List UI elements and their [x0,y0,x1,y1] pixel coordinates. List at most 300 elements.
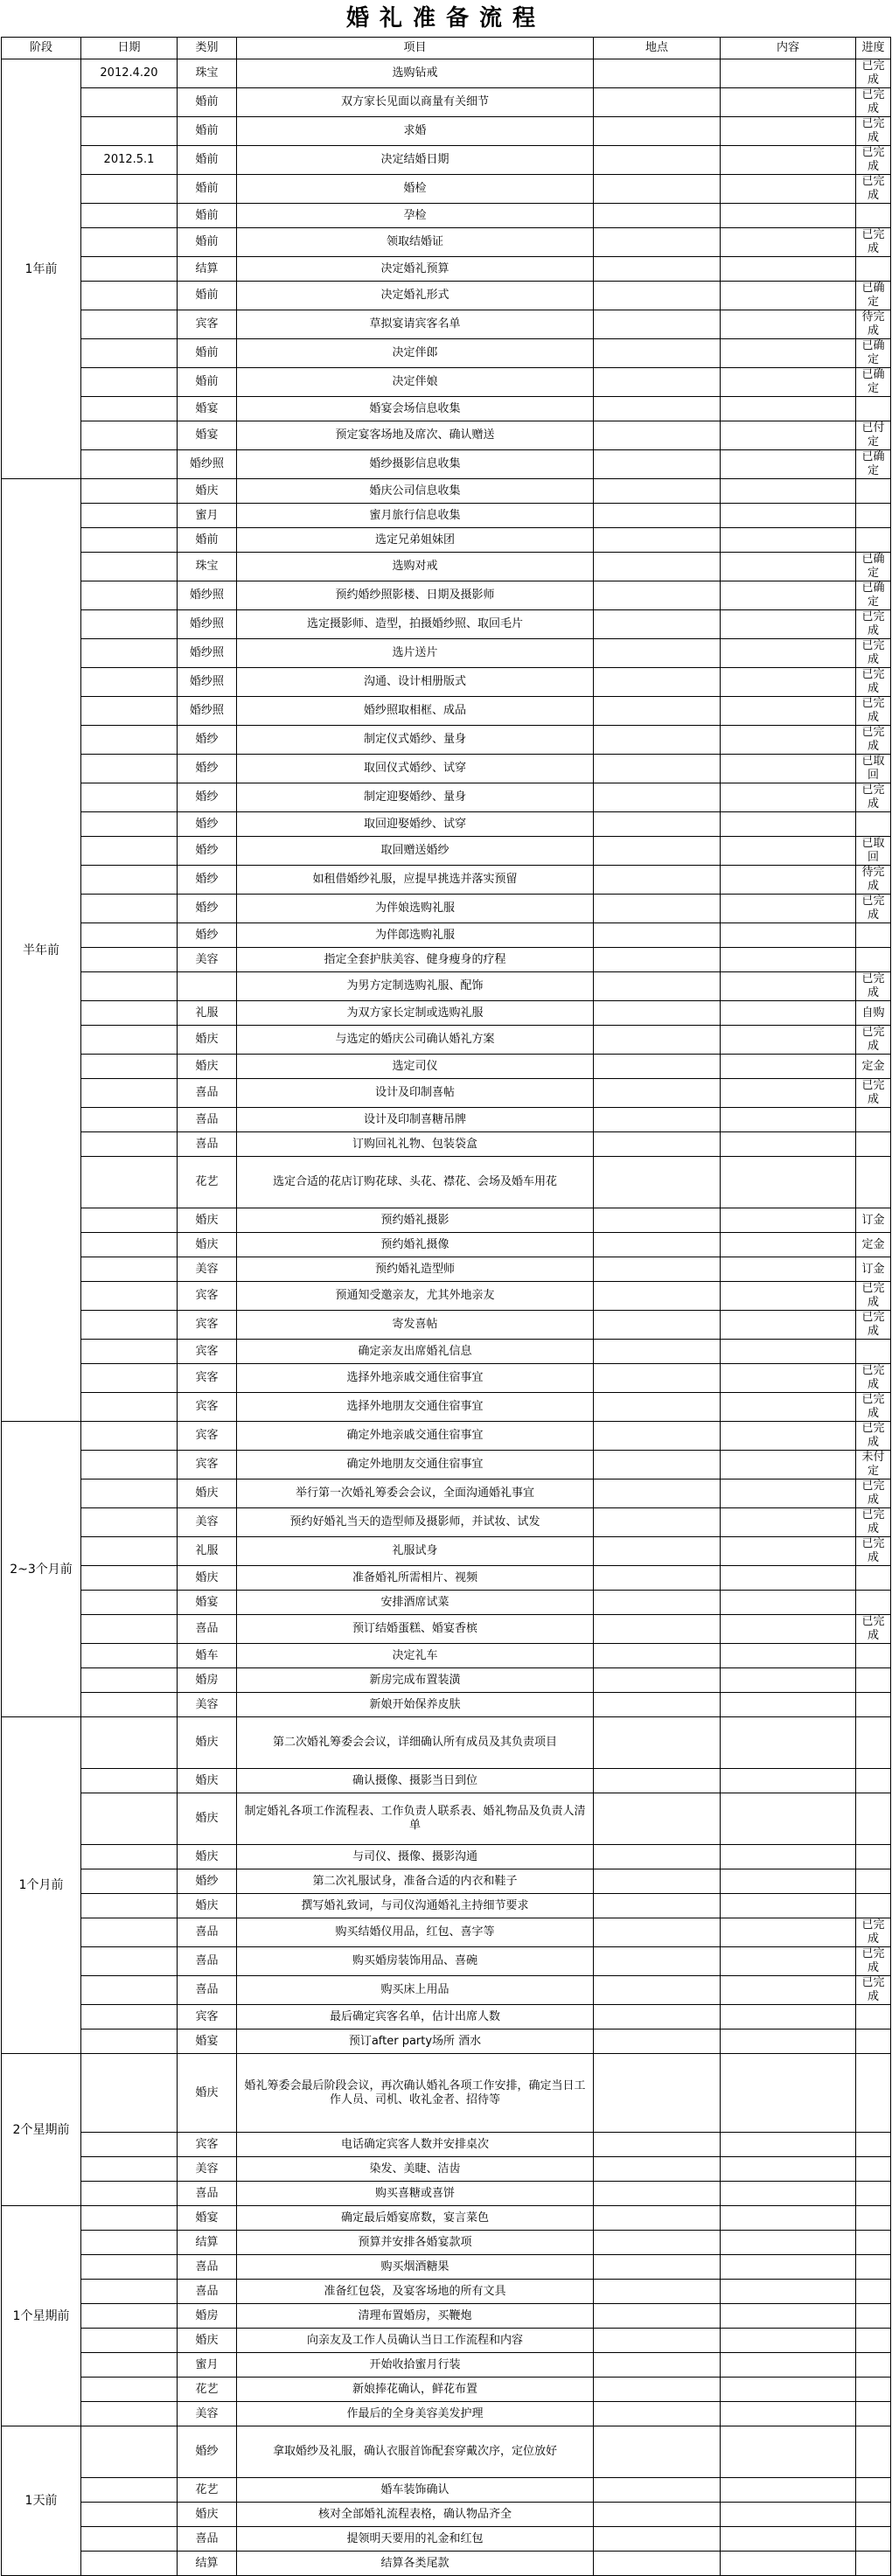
category-cell: 婚纱 [178,2426,237,2478]
item-cell: 新娘开始保养皮肤 [237,1693,594,1717]
content-cell [721,1079,856,1108]
location-cell [594,1717,721,1769]
content-cell [721,1451,856,1479]
location-cell [594,668,721,697]
category-cell: 宾客 [178,1311,237,1340]
category-cell: 喜品 [178,1947,237,1976]
item-cell: 预约好婚礼当天的造型师及摄影师，并试妆、试发 [237,1508,594,1537]
content-cell [721,117,856,146]
table-row [2,368,891,397]
location-cell [594,228,721,257]
progress-cell [856,504,891,528]
date-cell [81,2353,178,2378]
table-row [2,948,891,972]
location-cell [594,1282,721,1311]
category-cell: 婚庆 [178,1845,237,1869]
location-cell [594,1340,721,1364]
date-cell [81,175,178,204]
content-cell [721,450,856,479]
location-cell [594,282,721,310]
date-cell [81,1537,178,1566]
content-cell [721,228,856,257]
table-row [2,397,891,421]
category-cell: 婚庆 [178,1233,237,1257]
progress-cell: 已完成 [856,895,891,923]
date-cell [81,1615,178,1644]
table-row [2,2329,891,2353]
content-cell [721,755,856,783]
category-cell: 喜品 [178,2527,237,2552]
content-cell [721,581,856,610]
stage-cell: 1天前 [2,2426,81,2576]
table-row [2,1693,891,1717]
category-cell: 蜜月 [178,504,237,528]
item-cell: 预定宴客场地及席次、确认赠送 [237,421,594,450]
date-cell [81,972,178,1001]
table-row [2,1026,891,1055]
item-cell: 孕检 [237,204,594,228]
progress-cell: 已完成 [856,726,891,755]
content-cell [721,2206,856,2231]
progress-cell: 已取回 [856,837,891,866]
location-cell [594,1108,721,1132]
location-cell [594,1793,721,1845]
date-cell [81,1508,178,1537]
location-cell [594,2503,721,2527]
content-cell [721,282,856,310]
item-cell: 婚庆公司信息收集 [237,479,594,504]
progress-cell: 已确定 [856,553,891,581]
item-cell: 第二次婚礼筹委会会议，详细确认所有成员及其负责项目 [237,1717,594,1769]
location-cell [594,368,721,397]
content-cell [721,2255,856,2280]
content-cell [721,812,856,837]
category-cell: 婚庆 [178,2503,237,2527]
progress-cell [856,1644,891,1668]
table-row [2,1976,891,2005]
item-cell: 购买婚房装饰用品、喜碗 [237,1947,594,1976]
table-row [2,2426,891,2478]
table-row [2,450,891,479]
progress-cell: 已完成 [856,610,891,639]
location-cell [594,923,721,948]
item-cell: 领取结婚证 [237,228,594,257]
item-cell: 决定伴郎 [237,339,594,368]
item-cell: 婚检 [237,175,594,204]
item-cell: 预约婚礼摄像 [237,1233,594,1257]
header-content: 内容 [721,38,856,59]
location-cell [594,1508,721,1537]
location-cell [594,1644,721,1668]
content-cell [721,1918,856,1947]
category-cell: 婚庆 [178,1026,237,1055]
table-row [2,2157,891,2182]
location-cell [594,421,721,450]
table-row [2,1157,891,1208]
item-cell: 购买结婚仪用品，红包、喜字等 [237,1918,594,1947]
table-row [2,282,891,310]
content-cell [721,1717,856,1769]
date-cell [81,1869,178,1894]
location-cell [594,1845,721,1869]
progress-cell: 已付定 [856,421,891,450]
content-cell [721,528,856,553]
progress-cell: 已完成 [856,117,891,146]
progress-cell [856,948,891,972]
table-row [2,1918,891,1947]
date-cell [81,895,178,923]
content-cell [721,2280,856,2304]
category-cell: 婚纱照 [178,450,237,479]
progress-cell: 已完成 [856,1615,891,1644]
date-cell [81,368,178,397]
content-cell [721,2304,856,2329]
category-cell: 宾客 [178,1282,237,1311]
content-cell [721,257,856,282]
progress-cell [856,1894,891,1918]
progress-cell: 已取回 [856,755,891,783]
item-cell: 为伴娘选购礼服 [237,895,594,923]
date-cell [81,2182,178,2206]
location-cell [594,1257,721,1282]
location-cell [594,2206,721,2231]
progress-cell [856,1132,891,1157]
item-cell: 确定外地亲戚交通住宿事宜 [237,1422,594,1451]
location-cell [594,1026,721,1055]
date-cell [81,257,178,282]
table-row [2,1644,891,1668]
progress-cell [856,2255,891,2280]
content-cell [721,1233,856,1257]
progress-cell: 已完成 [856,1508,891,1537]
category-cell: 婚纱 [178,923,237,948]
date-cell [81,1340,178,1364]
item-cell: 与选定的婚庆公司确认婚礼方案 [237,1026,594,1055]
progress-cell: 已完成 [856,146,891,175]
table-row [2,1393,891,1422]
location-cell [594,1055,721,1079]
date-cell [81,2029,178,2054]
table-row [2,421,891,450]
table-row [2,2527,891,2552]
content-cell [721,1693,856,1717]
date-cell [81,948,178,972]
location-cell [594,1976,721,2005]
item-cell: 选择外地亲戚交通住宿事宜 [237,1364,594,1393]
category-cell: 婚纱照 [178,697,237,726]
location-cell [594,175,721,204]
progress-cell [856,1157,891,1208]
table-row [2,1537,891,1566]
progress-cell: 已完成 [856,1393,891,1422]
location-cell [594,146,721,175]
content-cell [721,1508,856,1537]
content-cell [721,837,856,866]
category-cell: 美容 [178,2402,237,2426]
location-cell [594,2329,721,2353]
category-cell: 婚纱 [178,755,237,783]
progress-cell [856,1869,891,1894]
category-cell: 婚庆 [178,1566,237,1591]
item-cell: 第二次礼服试身，准备合适的内衣和鞋子 [237,1869,594,1894]
content-cell [721,1157,856,1208]
date-cell [81,2206,178,2231]
date-cell [81,88,178,117]
category-cell: 婚纱 [178,895,237,923]
location-cell [594,755,721,783]
content-cell [721,504,856,528]
table-row [2,697,891,726]
content-cell [721,2054,856,2133]
item-cell: 取回赠送婚纱 [237,837,594,866]
date-cell [81,1108,178,1132]
category-cell: 婚宴 [178,2029,237,2054]
progress-cell [856,204,891,228]
category-cell: 婚房 [178,2304,237,2329]
content-cell [721,146,856,175]
date-cell [81,1976,178,2005]
item-cell: 染发、美睫、洁齿 [237,2157,594,2182]
item-cell: 设计及印制喜糖吊牌 [237,1108,594,1132]
date-cell [81,2304,178,2329]
date-cell [81,2478,178,2503]
category-cell: 美容 [178,1257,237,1282]
progress-cell: 已完成 [856,783,891,812]
location-cell [594,948,721,972]
table-row [2,2378,891,2402]
progress-cell [856,2206,891,2231]
category-cell: 蜜月 [178,2353,237,2378]
location-cell [594,1001,721,1026]
date-cell [81,837,178,866]
content-cell [721,553,856,581]
date-cell [81,812,178,837]
date-cell [81,1132,178,1157]
item-cell: 选择外地朋友交通住宿事宜 [237,1393,594,1422]
location-cell [594,1615,721,1644]
progress-cell: 已完成 [856,668,891,697]
category-cell: 花艺 [178,1157,237,1208]
item-cell: 新房完成布置装潢 [237,1668,594,1693]
progress-cell [856,812,891,837]
date-cell [81,282,178,310]
table-row [2,1364,891,1393]
table-row [2,146,891,175]
category-cell: 婚宴 [178,1591,237,1615]
table-row [2,1108,891,1132]
progress-cell [856,2552,891,2576]
location-cell [594,310,721,339]
location-cell [594,2182,721,2206]
category-cell: 宾客 [178,2005,237,2029]
progress-cell: 已完成 [856,1364,891,1393]
progress-cell: 已完成 [856,1947,891,1976]
date-cell [81,2054,178,2133]
date-cell [81,783,178,812]
progress-cell [856,2231,891,2255]
location-cell [594,1566,721,1591]
content-cell [721,1108,856,1132]
content-cell [721,1566,856,1591]
progress-cell [856,2304,891,2329]
progress-cell [856,479,891,504]
date-cell [81,2402,178,2426]
location-cell [594,2426,721,2478]
location-cell [594,1769,721,1793]
stage-cell: 2~3个月前 [2,1422,81,1717]
progress-cell: 已确定 [856,282,891,310]
content-cell [721,895,856,923]
header-stage: 阶段 [2,38,81,59]
date-cell [81,1451,178,1479]
date-cell [81,2552,178,2576]
content-cell [721,1947,856,1976]
content-cell [721,2231,856,2255]
category-cell: 婚前 [178,204,237,228]
location-cell [594,2280,721,2304]
content-cell [721,1644,856,1668]
category-cell: 喜品 [178,2255,237,2280]
progress-cell [856,1108,891,1132]
item-cell: 寄发喜帖 [237,1311,594,1340]
category-cell: 婚庆 [178,1894,237,1918]
location-cell [594,59,721,88]
category-cell: 宾客 [178,1364,237,1393]
content-cell [721,1340,856,1364]
content-cell [721,1001,856,1026]
progress-cell: 已完成 [856,228,891,257]
header-progress: 进度 [856,38,891,59]
table-row [2,610,891,639]
item-cell: 确定亲友出席婚礼信息 [237,1340,594,1364]
progress-cell [856,1769,891,1793]
table-row [2,2255,891,2280]
content-cell [721,1026,856,1055]
progress-cell [856,2478,891,2503]
progress-cell: 已完成 [856,175,891,204]
table-body [2,59,891,2576]
category-cell: 婚前 [178,339,237,368]
table-row [2,1615,891,1644]
content-cell [721,479,856,504]
progress-cell: 已完成 [856,1479,891,1508]
location-cell [594,479,721,504]
category-cell: 婚纱照 [178,610,237,639]
location-cell [594,2527,721,2552]
item-cell: 预算并安排各婚宴款项 [237,2231,594,2255]
item-cell: 指定全套护肤美容、健身瘦身的疗程 [237,948,594,972]
progress-cell [856,1793,891,1845]
table-row [2,1257,891,1282]
table-row [2,1717,891,1769]
item-cell: 为男方定制选购礼服、配饰 [237,972,594,1001]
table-row [2,837,891,866]
table-row [2,479,891,504]
progress-cell [856,1340,891,1364]
location-cell [594,2054,721,2133]
location-cell [594,528,721,553]
date-cell [81,1233,178,1257]
item-cell: 婚纱摄影信息收集 [237,450,594,479]
date-cell [81,2157,178,2182]
table-row [2,2552,891,2576]
table-row [2,668,891,697]
category-cell [178,972,237,1001]
item-cell: 与司仪、摄像、摄影沟通 [237,1845,594,1869]
item-cell: 最后确定宾客名单，估计出席人数 [237,2005,594,2029]
table-row [2,812,891,837]
date-cell: 2012.4.20 [81,59,178,88]
location-cell [594,972,721,1001]
location-cell [594,2552,721,2576]
content-cell [721,310,856,339]
table-row [2,528,891,553]
progress-cell: 已完成 [856,1976,891,2005]
category-cell: 礼服 [178,1537,237,1566]
progress-cell [856,2527,891,2552]
progress-cell: 未付定 [856,1451,891,1479]
progress-cell: 已完成 [856,1079,891,1108]
category-cell: 美容 [178,2157,237,2182]
category-cell: 喜品 [178,1108,237,1132]
content-cell [721,1479,856,1508]
location-cell [594,726,721,755]
table-row [2,755,891,783]
table-row [2,2206,891,2231]
item-cell: 购买烟酒糖果 [237,2255,594,2280]
date-cell [81,450,178,479]
location-cell [594,1693,721,1717]
category-cell: 婚纱 [178,726,237,755]
table-row [2,228,891,257]
content-cell [721,421,856,450]
stage-cell: 2个星期前 [2,2054,81,2206]
content-cell [721,2029,856,2054]
item-cell: 新娘捧花确认，鲜花布置 [237,2378,594,2402]
progress-cell [856,2353,891,2378]
category-cell: 宾客 [178,1422,237,1451]
category-cell: 婚前 [178,146,237,175]
table-row [2,1508,891,1537]
content-cell [721,1894,856,1918]
date-cell [81,755,178,783]
stage-cell: 1年前 [2,59,81,479]
table-row [2,1566,891,1591]
location-cell [594,88,721,117]
category-cell: 宾客 [178,1340,237,1364]
category-cell: 婚纱 [178,1869,237,1894]
progress-cell [856,1668,891,1693]
category-cell: 美容 [178,1508,237,1537]
item-cell: 草拟宴请宾客名单 [237,310,594,339]
content-cell [721,2503,856,2527]
item-cell: 确定外地朋友交通住宿事宜 [237,1451,594,1479]
category-cell: 婚房 [178,1668,237,1693]
progress-cell [856,2503,891,2527]
content-cell [721,1208,856,1233]
content-cell [721,726,856,755]
category-cell: 婚前 [178,117,237,146]
location-cell [594,2304,721,2329]
table-row [2,1282,891,1311]
item-cell: 双方家长见面以商量有关细节 [237,88,594,117]
category-cell: 宾客 [178,1393,237,1422]
content-cell [721,59,856,88]
progress-cell [856,1566,891,1591]
content-cell [721,368,856,397]
category-cell: 婚纱照 [178,639,237,668]
item-cell: 作最后的全身美容美发护理 [237,2402,594,2426]
